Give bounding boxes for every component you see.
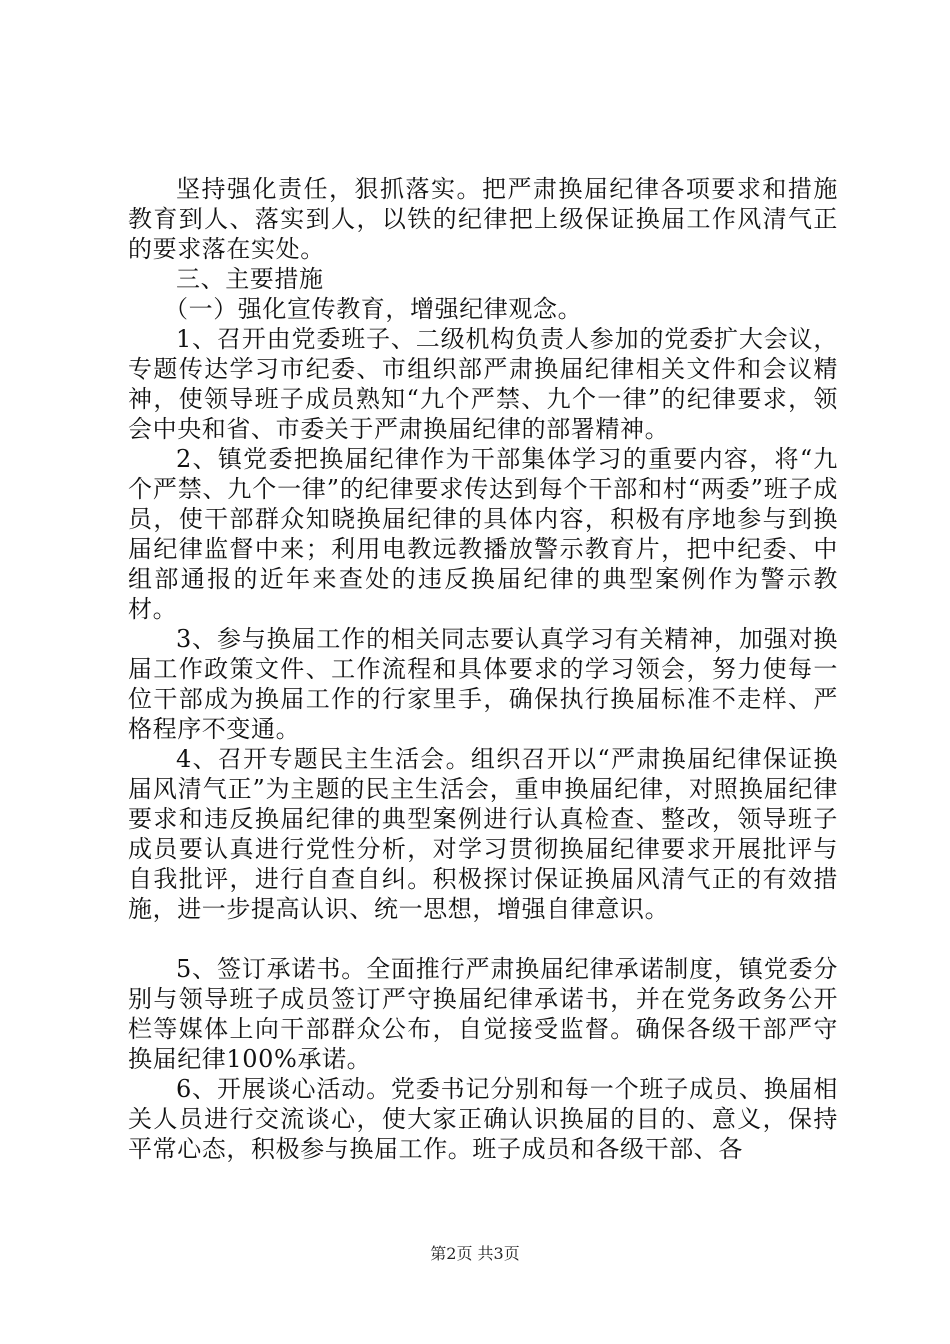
section-heading-main-measures: 三、主要措施 [176, 265, 324, 293]
document-body [128, 174, 838, 1164]
paragraph-item-5: 5、签订承诺书。全面推行严肃换届纪律承诺制度，镇党委分别与领导班子成员签订严守换届纪律承诺书，并在党务政务公开栏等媒体上向干部群众公布，自觉接受监督。确保各级干部严守换届纪律100%承诺。 [128, 955, 838, 1073]
paragraph-item-1: 1、召开由党委班子、二级机构负责人参加的党委扩大会议，专题传达学习市纪委、市组织部严肃换届纪律相关文件和会议精神，使领导班子成员熟知“九个严禁、九个一律”的纪律要求，领会中央和省、市委关于严肃换届纪律的部署精神。 [128, 325, 838, 443]
paragraph-item-6: 6、开展谈心活动。党委书记分别和每一个班子成员、换届相关人员进行交流谈心，使大家正确认识换届的目的、意义，保持平常心态，积极参与换届工作。班子成员和各级干部、各 [128, 1075, 838, 1163]
subsection-heading-publicity-education: （一）强化宣传教育，增强纪律观念。 [164, 295, 583, 323]
paragraph-responsibility: 坚持强化责任，狠抓落实。把严肃换届纪律各项要求和措施教育到人、落实到人，以铁的纪律把上级保证换届工作风清气正的要求落在实处。 [128, 175, 838, 263]
paragraph-item-3: 3、参与换届工作的相关同志要认真学习有关精神，加强对换届工作政策文件、工作流程和具体要求的学习领会，努力使每一位干部成为换届工作的行家里手，确保执行换届标准不走样、严格程序不变通。 [128, 625, 838, 743]
paragraph-item-2: 2、镇党委把换届纪律作为干部集体学习的重要内容，将“九个严禁、九个一律”的纪律要求传达到每个干部和村“两委”班子成员，使干部群众知晓换届纪律的具体内容，积极有序地参与到换届纪律监督中来；利用电教远教播放警示教育片，把中纪委、中组部通报的近年来查处的违反换届纪律的典型案例作为警示教材。 [128, 445, 838, 623]
paragraph-item-4: 4、召开专题民主生活会。组织召开以“严肃换届纪律保证换届风清气正”为主题的民主生活会，重申换届纪律，对照换届纪律要求和违反换届纪律的典型案例进行认真检查、整改，领导班子成员要认真进行党性分析，对学习贯彻换届纪律要求开展批评与自我批评，进行自查自纠。积极探讨保证换届风清气正的有效措施，进一步提高认识、统一思想，增强自律意识。 [128, 745, 838, 923]
page-number-footer: 第2页 共3页 [430, 1244, 520, 1263]
